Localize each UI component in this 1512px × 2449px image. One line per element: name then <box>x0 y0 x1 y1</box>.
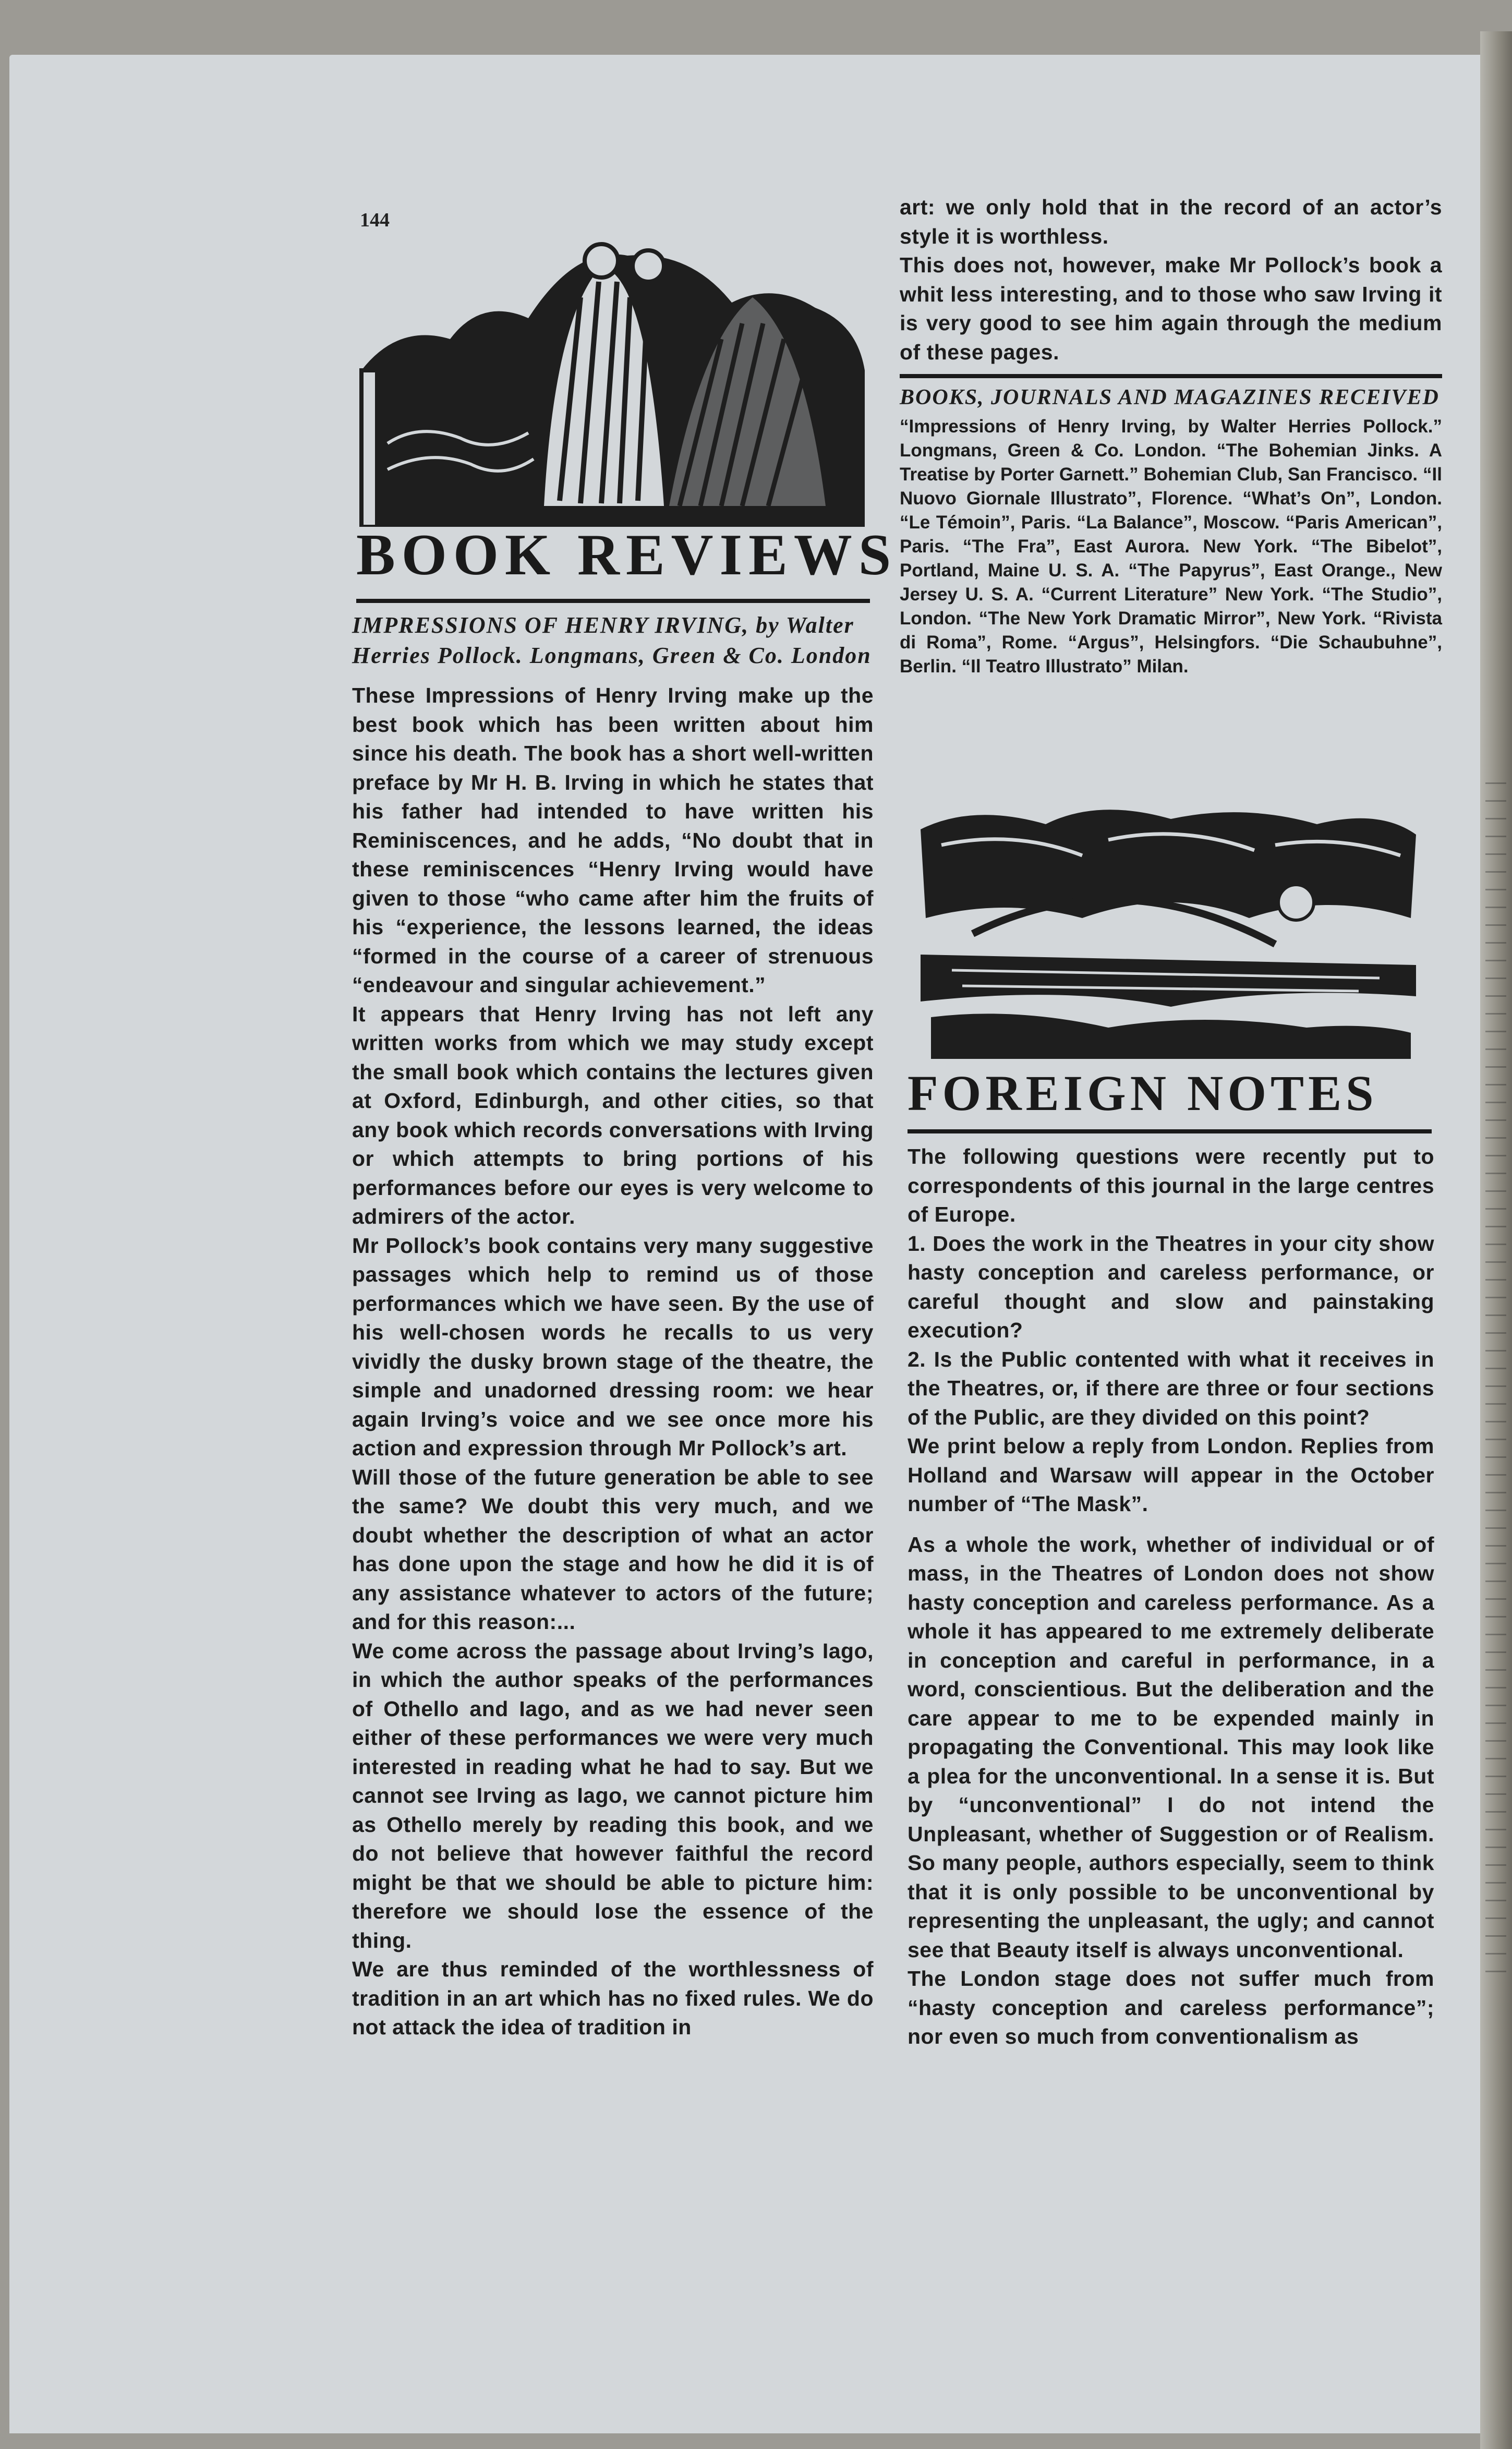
received-list: “Impressions of Henry Irving, by Walter Herries Pollock.” Longmans, Green & Co. London. “The Bohemian Jinks. A Treatise by Porter Garnett.” Bohemian Club, San Francisco. “Il Nuovo Giornale Illustrato”, Florence. “What’s On”, London. “Le Témoin”, Paris. “La Balance”, Moscow. “Paris American”, Paris. “The Fra”, East Aurora. New York. “The Bibelot”, Portland, Maine U. S. A. “The Papyrus”, East Orange., New Jersey U. S. A. “Current Literature” New York. “The Studio”, London. “The New York Dramatic Mirror”, New York. “Rivista di Roma”, Rome. “Argus”, Helsingfors. “Die Schaubuhne”, Berlin. “Il Teatro Illustrato” Milan. <box>900 416 1442 677</box>
continuation-paragraph: art: we only hold that in the record of an actor’s style it is worthless. <box>900 195 1442 248</box>
right-column <box>900 193 1442 679</box>
review-paragraph: It appears that Henry Irving has not left any written works from which we may study except the small book which contains the lectures given at Oxford, Edinburgh, and other cities, so that any book which records conversations with Irving or which attempts to bring portions of his performances before our eyes is very welcome to admirers of the actor. <box>352 1002 874 1228</box>
received-heading: BOOKS, JOURNALS AND MAGAZINES RECEIVED <box>900 385 1440 409</box>
notes-paragraph: The following questions were recently put to correspondents of this journal in the large centres of Europe. <box>908 1144 1434 1226</box>
received-rule <box>900 374 1442 378</box>
review-paragraph: Mr Pollock’s book contains very many suggestive passages which help to remind us of those performances which we have seen. By the use of his well-chosen words he recalls to us very vividly the dusky brown stage of the theatre, the simple and unadorned dressing room: we hear again Irving’s voice and we see once more his action and expression through Mr Pollock’s art. <box>352 1233 874 1460</box>
continuation-paragraph: This does not, however, make Mr Pollock’s book a whit less interesting, and to those who saw Irving it is very good to see him again through the medium of these pages. <box>900 253 1442 364</box>
review-paragraph: These Impressions of Henry Irving make up the best book which has been written about him since his death. The book has a short well-written preface by Mr H. B. Irving in which he states that his father had intended to have written his Reminiscences, and he adds, “No doubt that in these reminiscences “Henry Irving would have given to those “who came after him the fruits of his “experience, the lessons learned, the ideas “formed in the course of a career of strenuous “endeavour and singular achievement.” <box>352 683 874 997</box>
review-paragraph: Will those of the future generation be able to see the same? We doubt this very much, and we doubt whether the description of what an actor has done upon the stage and how he did it is of any assistance whatever to actors of the future; and for this reason:... <box>352 1465 874 1634</box>
notes-paragraph: The London stage does not suffer much from “hasty conception and careless performance”; nor even so much from conventionalism as <box>908 1967 1434 2048</box>
book-reviews-rule <box>356 599 870 603</box>
woodcut-landscape-illustration <box>910 798 1426 1059</box>
left-column <box>352 610 874 2042</box>
review-body <box>352 681 874 2042</box>
woodcut-figures-illustration <box>356 235 870 527</box>
foreign-notes-rule <box>908 1129 1432 1133</box>
review-title: IMPRESSIONS OF HENRY IRVING, by Walter Herries Pollock. Longmans, Green & Co. London <box>352 612 872 668</box>
foreign-notes-heading: FOREIGN NOTES <box>908 1065 1378 1121</box>
page-number: 144 <box>360 209 390 231</box>
notes-paragraph: 1. Does the work in the Theatres in your city show hasty conception and careless performance, or careful thought and slow and painstaking execution? <box>908 1231 1434 1342</box>
review-continuation <box>900 193 1442 367</box>
next-page-text-edge <box>1485 782 1506 1982</box>
book-reviews-heading: BOOK REVIEWS <box>356 523 898 587</box>
review-paragraph: We come across the passage about Irving’s Iago, in which the author speaks of the performances of Othello and Iago, and as we had never seen either of these performances we were very much interested in reading what he had to say. But we cannot see Irving as Iago, we cannot picture him as Othello merely by reading this book, and we do not believe that however faithful the record might be that we should be able to picture him: therefore we should lose the essence of the thing. <box>352 1638 874 1952</box>
foreign-notes-text <box>908 1142 1434 2052</box>
review-paragraph: We are thus reminded of the worthlessness of tradition in an art which has no fixed rules. We do not attack the idea of tradition in <box>352 1957 874 2039</box>
notes-paragraph: As a whole the work, whether of individual or of mass, in the Theatres of London does not show hasty conception and careless performance. As a whole it has appeared to me extremely deliberate in conception and careful in performance, in a word, conscientious. But the deliberation and the care appear to me to be expended mainly in propagating the Conventional. This may look like a plea for the unconventional. In a sense it is. But by “unconventional” I do not intend the Unpleasant, whether of Suggestion or of Realism. So many people, authors especially, seem to think that it is only possible to be unconventional by representing the unpleasant, the ugly; and cannot see that Beauty itself is always unconventional. <box>908 1532 1434 1962</box>
notes-paragraph: 2. Is the Public contented with what it receives in the Theatres, or, if there are three or four sections of the Public, are they divided on this point? <box>908 1347 1434 1429</box>
foreign-notes-body <box>908 1142 1434 2052</box>
notes-paragraph: We print below a reply from London. Replies from Holland and Warsaw will appear in the October number of “The Mask”. <box>908 1434 1434 1516</box>
